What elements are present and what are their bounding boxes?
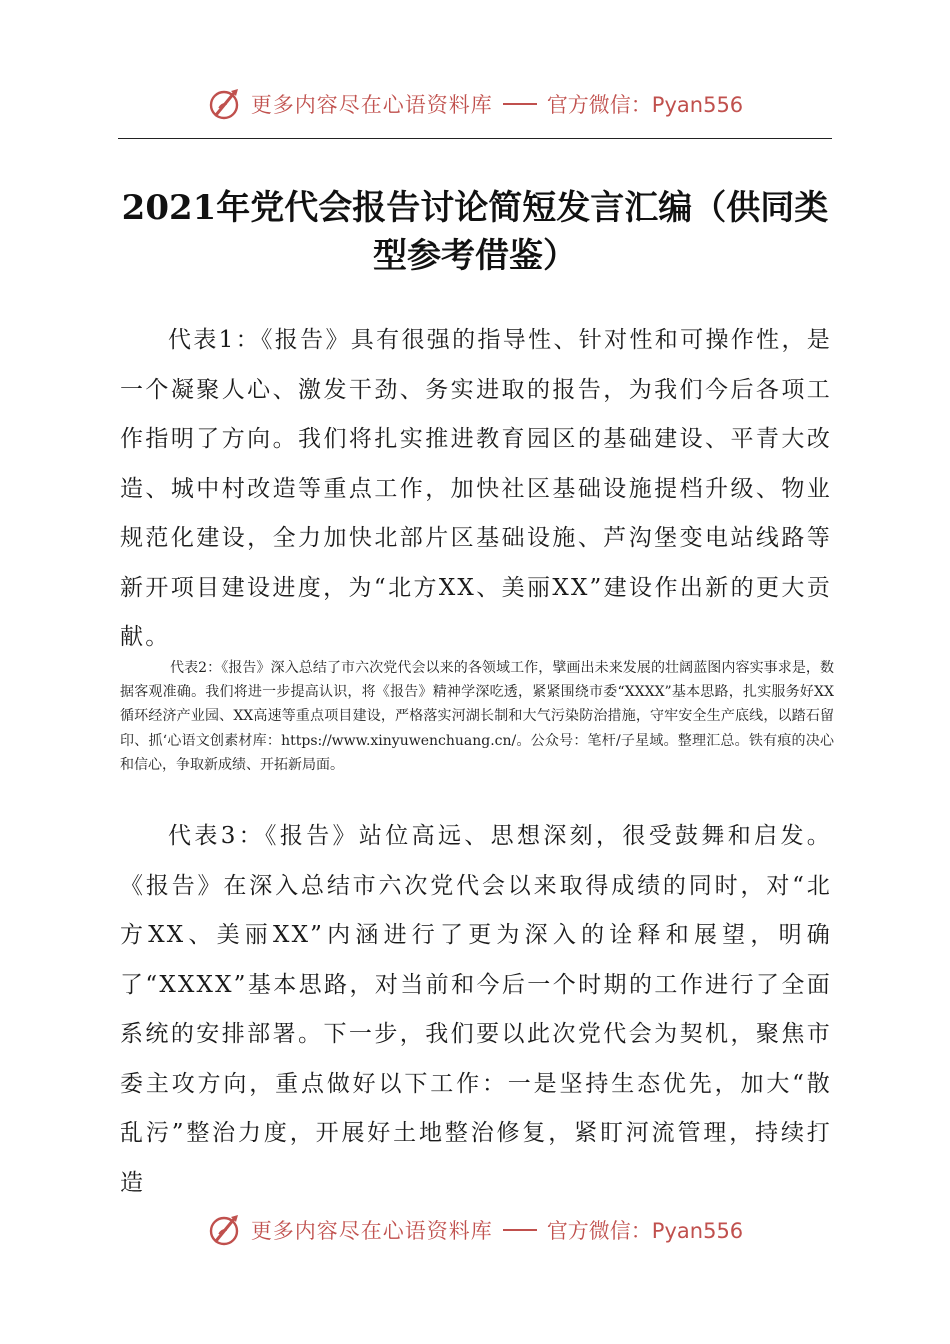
header-watermark-bar <box>0 84 950 124</box>
brand-contact: 官方微信：Pyan556 <box>546 1219 744 1243</box>
paragraph-representative-2: 代表2：《报告》深入总结了市六次党代会以来的各领域工作，擘画出未来发展的壮阔蓝图内容实事求是，数据客观准确。我们将进一步提高认识，将《报告》精神学深吃透，紧紧围绕市委“XXXX”基本思路，扎实服务好XX循环经济产业园、XX高速等重点项目建设，严格落实河湖长制和大气污染防治措施，守牢安全生产底线，以踏石留印、抓‘心语文创素材库：https://www.xinyuwenchuang.cn/。公众号：笔杆/子星域。整理汇总。铁有痕的决心和信心，争取新成绩、开拓新局面。 <box>120 660 834 773</box>
brand-site-name: 更多内容尽在心语资料库 <box>250 93 493 117</box>
paragraph-representative-1: 代表1：《报告》具有很强的指导性、针对性和可操作性，是一个凝聚人心、激发干劲、务实进取的报告，为我们今后各项工作指明了方向。我们将扎实推进教育园区的基础建设、平青大改造、城中村改造等重点工作，加快社区基础设施提档升级、物业规范化建设，全力加快北部片区基础设施、芦沟堡变电站线路等新开项目建设进度，为“北方XX、美丽XX”建设作出新的更大贡献。 <box>120 327 832 650</box>
paragraph-representative-3: 代表3：《报告》站位高远、思想深刻，很受鼓舞和启发。《报告》在深入总结市六次党代会以来取得成绩的同时，对“北方XX、美丽XX”内涵进行了更为深入的诠释和展望，明确了“XXXX”基本思路，对当前和今后一个时期的工作进行了全面系统的安排部署。下一步，我们要以此次党代会为契机，聚焦市委主攻方向，重点做好以下工作：一是坚持生态优先，加大“散乱污”整治力度，开展好土地整治修复，紧盯河流管理，持续打造 <box>120 823 832 1196</box>
pen-nib-icon <box>207 86 243 122</box>
brand-site-name: 更多内容尽在心语资料库 <box>250 1219 493 1243</box>
document-title: 2021年党代会报告讨论简短发言汇编（供同类型参考借鉴） <box>121 188 829 276</box>
footer-watermark-bar <box>0 1210 950 1250</box>
brand-separator <box>503 103 537 105</box>
header-divider <box>118 138 832 139</box>
pen-nib-icon <box>207 1212 243 1248</box>
brand-contact: 官方微信：Pyan556 <box>546 93 744 117</box>
brand-separator <box>503 1229 537 1231</box>
